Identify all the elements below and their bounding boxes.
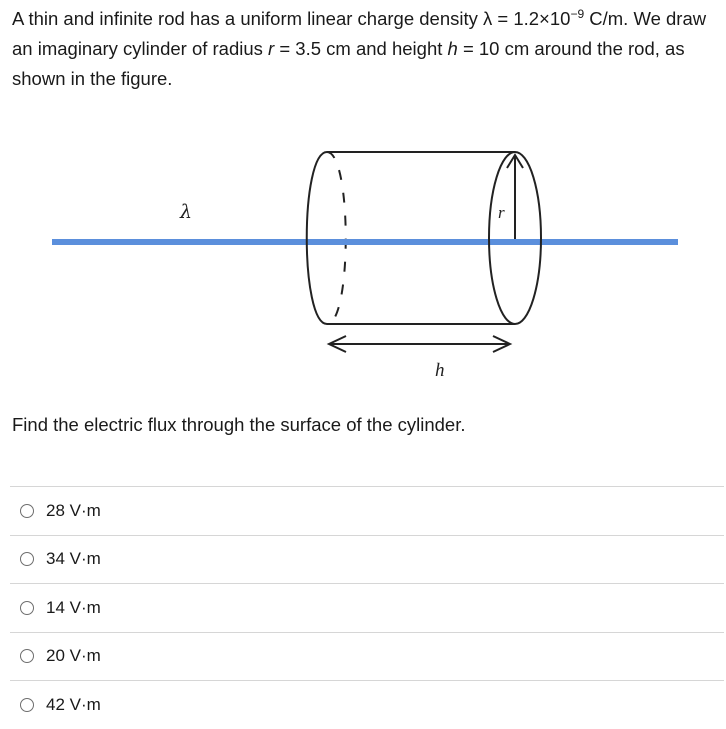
problem-text-3: = 3.5 cm and height (274, 38, 448, 59)
radio-button[interactable] (20, 698, 34, 712)
problem-statement (12, 4, 718, 94)
height-label: h (435, 360, 445, 380)
question-text: Find the electric flux through the surface of the cylinder. (12, 414, 466, 435)
height-variable: h (447, 38, 458, 59)
left-cap-edge (307, 152, 327, 324)
cylinder-figure (0, 140, 726, 380)
answer-option-label: 28 V·m (46, 500, 101, 520)
answer-option-label: 42 V·m (46, 694, 101, 714)
radio-button[interactable] (20, 504, 34, 518)
radio-button[interactable] (20, 552, 34, 566)
answer-option-label: 34 V·m (46, 549, 101, 569)
answer-option-label: 14 V·m (46, 597, 101, 617)
radius-label: r (498, 203, 505, 222)
answer-option[interactable] (10, 680, 724, 729)
left-cap-hidden-edge (327, 152, 346, 324)
answer-option[interactable] (10, 486, 724, 535)
radius-variable: r (268, 38, 275, 59)
answer-option[interactable] (10, 583, 724, 632)
charged-rod (52, 239, 678, 245)
problem-text-4: = 10 cm around the rod, as shown in the figure. (12, 38, 685, 89)
answer-option-label: 20 V·m (46, 646, 101, 666)
answer-options (10, 486, 724, 729)
answer-option[interactable] (10, 535, 724, 584)
radio-button[interactable] (20, 601, 34, 615)
answer-option[interactable] (10, 632, 724, 681)
cylinder-diagram (0, 140, 726, 380)
problem-text-1: A thin and infinite rod has a uniform linear charge density λ = 1.2×10 (12, 8, 571, 29)
exponent: −9 (570, 7, 585, 21)
radio-button[interactable] (20, 649, 34, 663)
lambda-label: λ (180, 201, 193, 223)
problem-text-2: C/m. We draw an imaginary cylinder of radius (12, 8, 707, 59)
